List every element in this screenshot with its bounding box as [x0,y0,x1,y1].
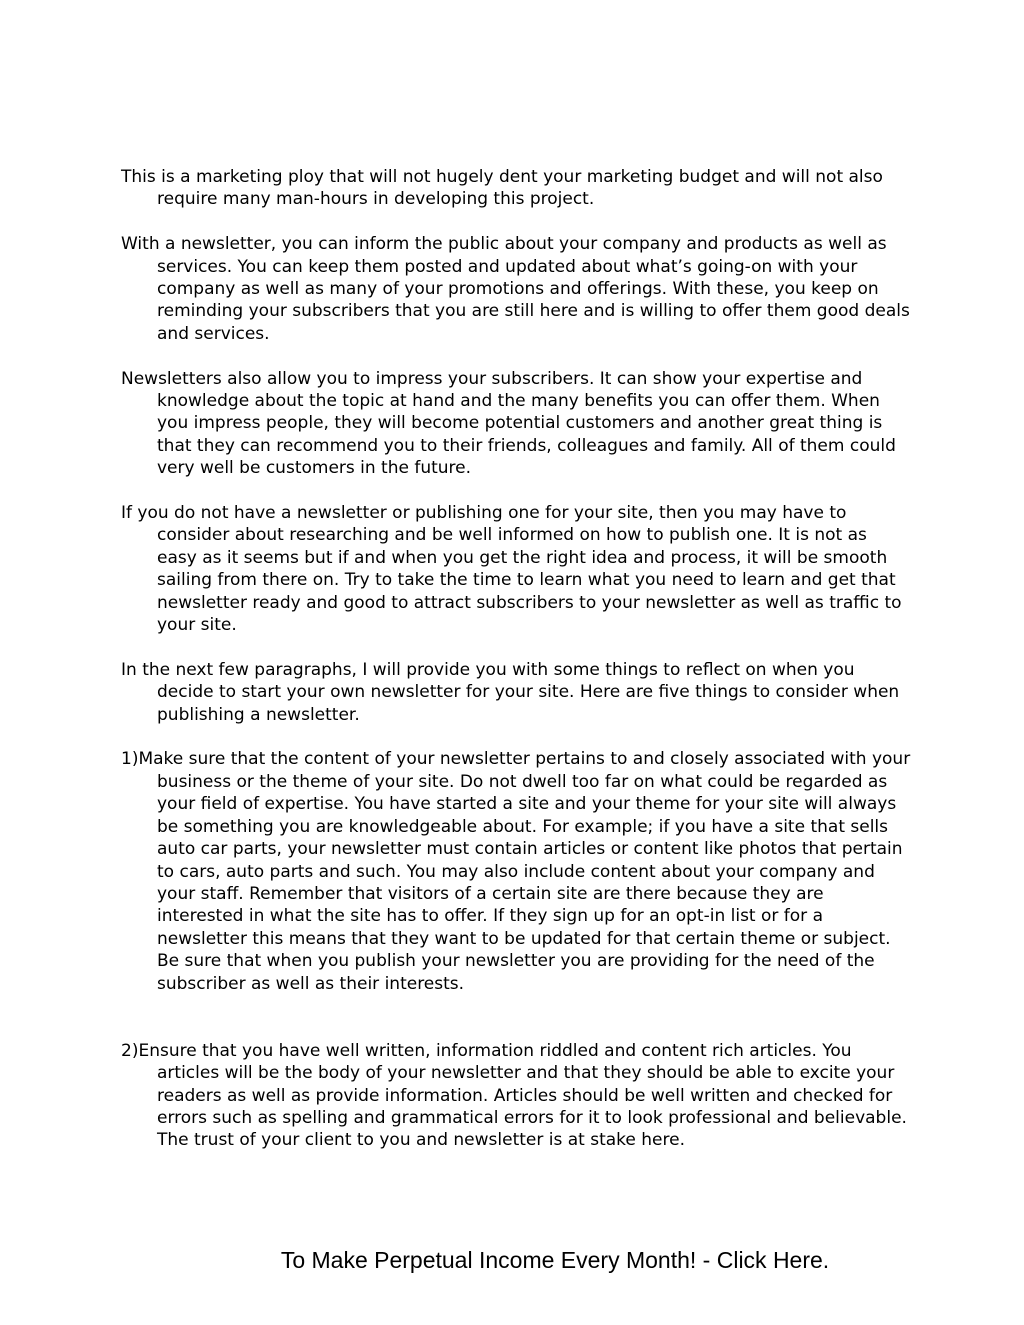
paragraph-point-2: 2)Ensure that you have well written, information riddled and content rich articles. You articles will be the body of your newsletter and that they should be able to excite your readers as well as provide information. Articles should be well written and checked for errors such as spelling and grammatical errors for it to look professional and believable. The trust of your client to you and newsletter is at stake here. [121,1040,907,1151]
paragraph-next-paragraphs: In the next few paragraphs, I will provide you with some things to reflect on when you decide to start your own newsletter for your site. Here are five things to consider when publishing a newsletter. [121,659,900,725]
paragraph-newsletter-inform: With a newsletter, you can inform the public about your company and products as well as services. You can keep them posted and updated about what’s going-on with your company as well as many of your promotions and offerings. With these, you keep on reminding your subscribers that you are still here and is willing to offer them good deals and services. [121,234,910,344]
paragraph-intro: This is a marketing ploy that will not hugely dent your marketing budget and will not also require many man-hours in developing this project. [121,167,883,210]
document-body [121,166,911,1174]
paragraph-point-1: 1)Make sure that the content of your newsletter pertains to and closely associated with your business or the theme of your site. Do not dwell too far on what could be regarded as your field of expertise. You have started a site and your theme for your site will always be something you are knowledgeable about. For example; if you have a site that sells auto car parts, your newsletter must contain articles or content like photos that pertain to cars, auto parts and such. You may also include content about your company and your staff. Remember that visitors of a certain site are there because they are interested in what the site has to offer. If they sign up for an opt-in list or for a newsletter this means that they want to be updated for that certain theme or subject. Be sure that when you publish your newsletter you are providing for the need of the subscriber as well as their interests. [121,749,911,994]
perpetual-income-link[interactable]: To Make Perpetual Income Every Month! - Click Here. [280,1247,830,1273]
paragraph-impress-subscribers: Newsletters also allow you to impress your subscribers. It can show your expertise and knowledge about the topic at hand and the many benefits you can offer them. When you impress people, they will become potential customers and another great thing is that they can recommend you to their friends, colleagues and family. All of them could very well be customers in the future. [121,368,896,479]
paragraph-publishing-research: If you do not have a newsletter or publishing one for your site, then you may have to consider about researching and be well informed on how to publish one. It is not as easy as it seems but if and when you get the right idea and process, it will be smooth sailing from there on. Try to take the time to learn what you need to learn and get that newsletter ready and good to attract subscribers to your newsletter as well as traffic to your site. [121,503,902,636]
